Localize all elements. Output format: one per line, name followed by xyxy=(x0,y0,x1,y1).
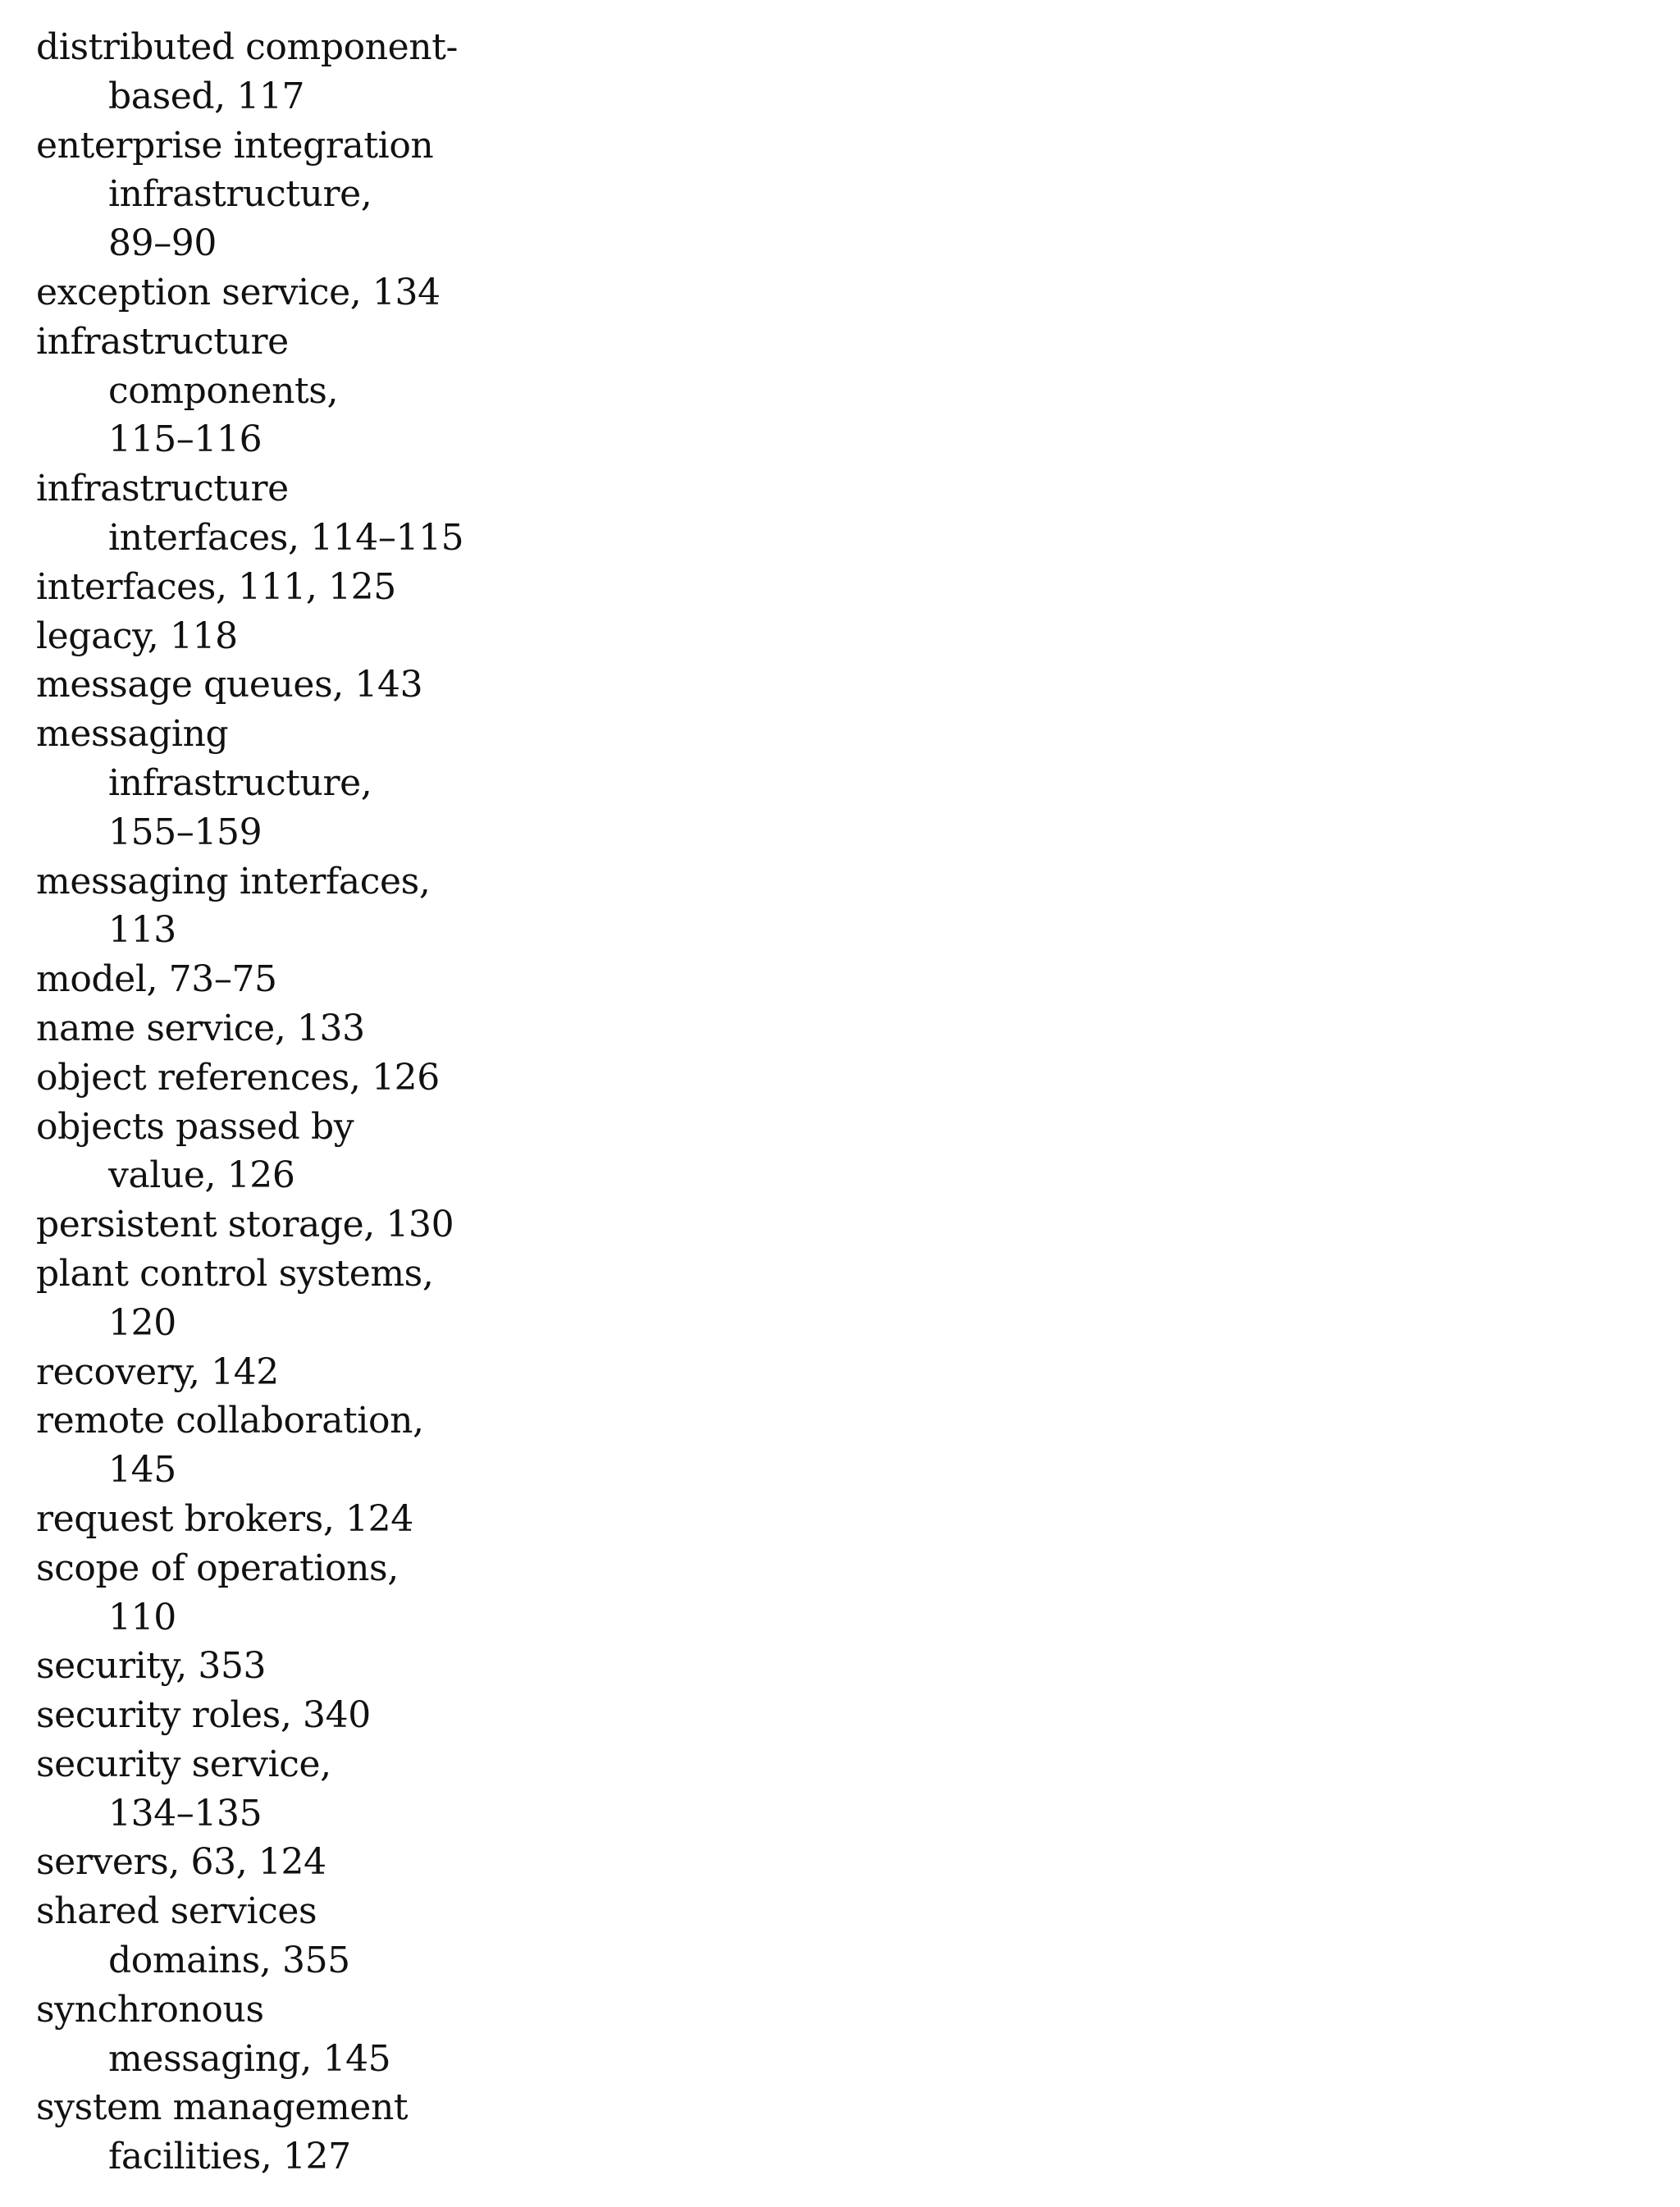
index-term-continuation: interfaces, 114–115 xyxy=(108,516,464,559)
index-term-continuation: 110 xyxy=(108,1596,176,1638)
index-term-continuation: 113 xyxy=(108,909,176,952)
index-term: distributed component- xyxy=(36,26,458,68)
index-entry xyxy=(36,660,561,710)
index-term: interfaces, 111, 125 xyxy=(36,565,396,608)
index-entry xyxy=(36,1642,561,1691)
index-entry xyxy=(36,318,561,464)
index-term: messaging xyxy=(36,713,229,756)
index-entry xyxy=(36,1740,561,1839)
index-entry xyxy=(36,464,561,563)
index-entry xyxy=(36,1691,561,1740)
index-entry xyxy=(36,2083,561,2182)
index-entry xyxy=(36,955,561,1004)
index-entry xyxy=(36,612,561,661)
index-entry xyxy=(36,1103,561,1201)
index-term-continuation: value, 126 xyxy=(108,1154,295,1197)
index-term-continuation: 89–90 xyxy=(108,222,217,265)
index-column xyxy=(36,23,561,2182)
index-term: synchronous xyxy=(36,1988,264,2031)
index-term: model, 73–75 xyxy=(36,958,277,1001)
index-term: security roles, 340 xyxy=(36,1694,371,1737)
index-entry xyxy=(36,268,561,318)
index-term: system management xyxy=(36,2086,409,2129)
index-term: messaging interfaces, xyxy=(36,860,431,902)
index-term: servers, 63, 124 xyxy=(36,1841,326,1884)
index-term: security service, xyxy=(36,1743,331,1785)
index-term-continuation: 155–159 xyxy=(108,811,262,853)
index-term-continuation: components, xyxy=(108,369,339,412)
index-entry xyxy=(36,1004,561,1053)
index-term: scope of operations, xyxy=(36,1547,399,1589)
index-entry xyxy=(36,563,561,612)
index-entry xyxy=(36,1348,561,1397)
index-entry xyxy=(36,1985,561,2084)
index-term-continuation: domains, 355 xyxy=(108,1940,350,1982)
index-term-continuation: 134–135 xyxy=(108,1792,262,1835)
index-term: recovery, 142 xyxy=(36,1350,279,1393)
index-term: infrastructure xyxy=(36,320,289,363)
index-term-continuation: messaging, 145 xyxy=(108,2037,391,2080)
index-term: request brokers, 124 xyxy=(36,1497,413,1540)
index-term: plant control systems, xyxy=(36,1252,434,1295)
index-term-continuation: 115–116 xyxy=(108,418,262,461)
index-term: security, 353 xyxy=(36,1645,267,1688)
index-term: exception service, 134 xyxy=(36,271,441,313)
index-entry xyxy=(36,1396,561,1495)
index-term-continuation: infrastructure, xyxy=(108,173,372,216)
index-term: infrastructure xyxy=(36,468,289,510)
index-term: name service, 133 xyxy=(36,1007,365,1049)
index-entry xyxy=(36,857,561,956)
index-term: object references, 126 xyxy=(36,1056,440,1099)
index-entry xyxy=(36,1838,561,1887)
index-term: message queues, 143 xyxy=(36,664,423,706)
index-entry xyxy=(36,1544,561,1643)
index-entry xyxy=(36,23,561,121)
index-term-continuation: 120 xyxy=(108,1301,176,1344)
index-term: remote collaboration, xyxy=(36,1400,424,1442)
index-term: legacy, 118 xyxy=(36,615,238,657)
index-entry xyxy=(36,121,561,268)
index-term-continuation: 145 xyxy=(108,1449,176,1492)
index-entry xyxy=(36,1053,561,1103)
index-term: persistent storage, 130 xyxy=(36,1204,454,1246)
index-entry xyxy=(36,710,561,857)
index-entry xyxy=(36,1250,561,1348)
index-term-continuation: facilities, 127 xyxy=(108,2136,351,2178)
index-term: objects passed by xyxy=(36,1105,354,1148)
index-entry xyxy=(36,1495,561,1544)
index-term: shared services xyxy=(36,1890,317,1933)
index-term: enterprise integration xyxy=(36,124,434,167)
index-entry xyxy=(36,1200,561,1250)
index-term-continuation: based, 117 xyxy=(108,75,305,117)
index-entry xyxy=(36,1887,561,1985)
index-term-continuation: infrastructure, xyxy=(108,761,372,804)
